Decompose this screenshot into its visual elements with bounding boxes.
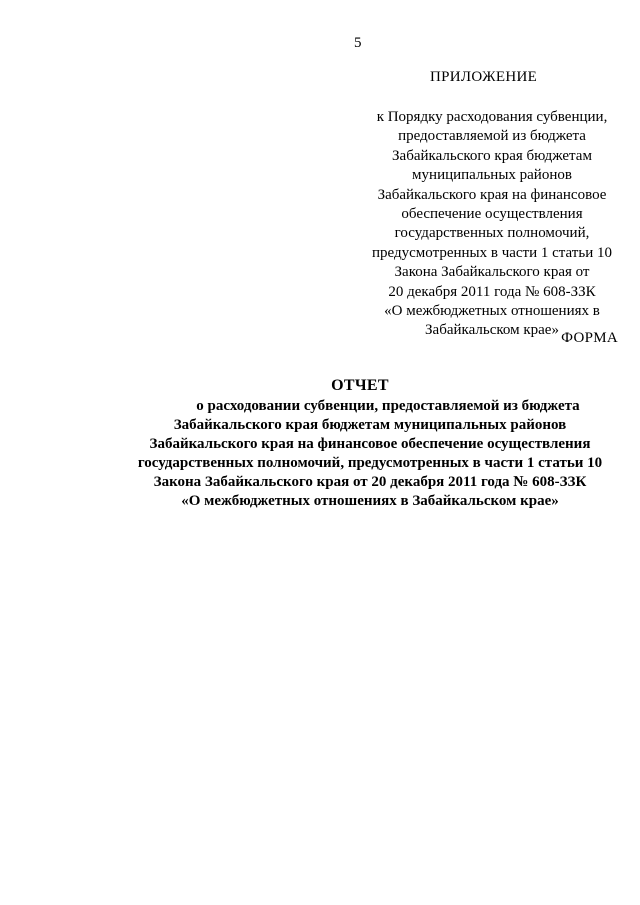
appendix-line: обеспечение осуществления [401,206,583,223]
appendix-line: муниципальных районов [412,167,572,184]
appendix-line: Забайкальском крае» [425,322,559,339]
report-subtitle [100,397,640,511]
appendix-line: Забайкальского края бюджетам [392,147,592,164]
appendix-line: Закона Забайкальского края от [394,264,590,281]
report-subtitle-line: государственных полномочий, предусмотренных в части 1 статьи 10 [137,455,603,471]
appendix-line: Забайкальского края на финансовое [377,186,607,203]
page-number: 5 [354,35,362,51]
appendix-line: предоставляемой из бюджета [398,128,586,145]
appendix-line: 20 декабря 2011 года № 608-ЗЗК [388,283,596,300]
appendix-line: к Порядку расходования субвенции, [376,109,608,125]
form-label: ФОРМА [561,330,618,346]
appendix-body [352,108,632,341]
appendix-line: «О межбюджетных отношениях в [384,303,600,320]
report-subtitle-line: Забайкальского края на финансовое обеспечение осуществления [149,436,591,452]
appendix-line: предусмотренных в части 1 статьи 10 [372,244,612,261]
report-subtitle-line: «О межбюджетных отношениях в Забайкальском крае» [181,493,559,509]
report-title: ОТЧЕТ [331,377,389,394]
report-subtitle-line: Закона Забайкальского края от 20 декабря 2011 года № 608-ЗЗК [153,474,587,490]
appendix-line: государственных полномочий, [394,225,590,242]
report-subtitle-line: о расходовании субвенции, предоставляемой из бюджета [196,398,580,414]
report-subtitle-line: Забайкальского края бюджетам муниципальных районов [173,417,567,433]
appendix-title: ПРИЛОЖЕНИЕ [430,69,538,85]
